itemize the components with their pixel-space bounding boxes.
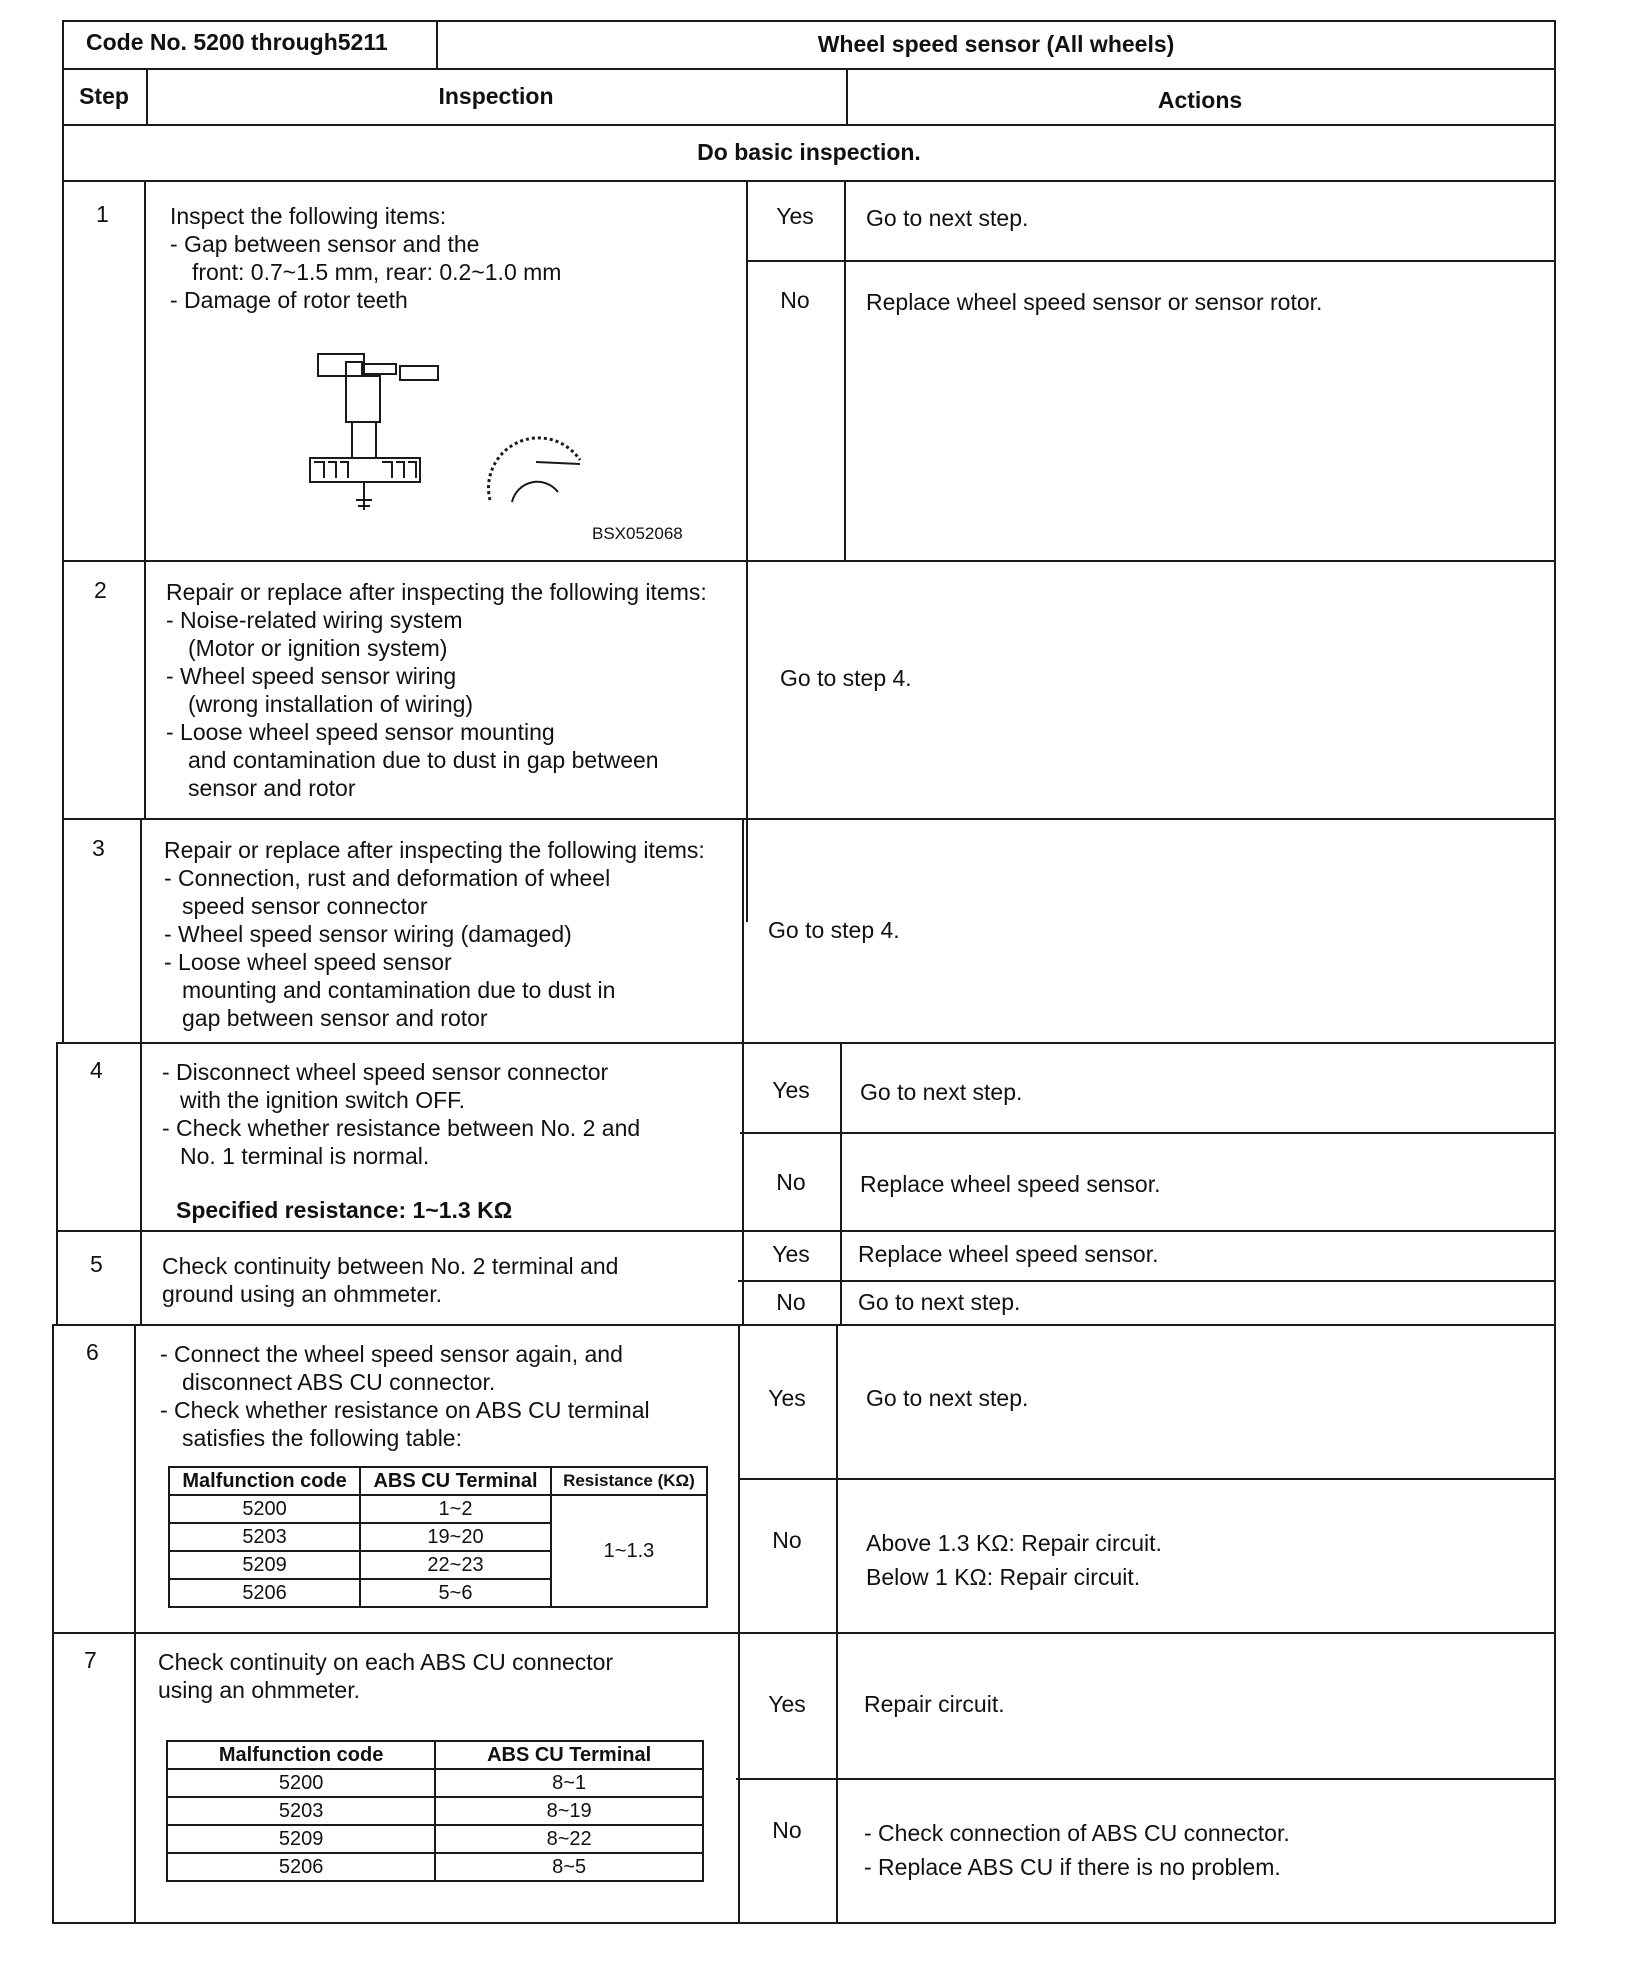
table-cell: 8~19 [435,1797,703,1825]
inspection-line: Repair or replace after inspecting the following items: [166,579,707,605]
table-row [167,1769,703,1797]
step-7-yes-action: Repair circuit. [864,1691,1005,1717]
rule [746,260,1554,262]
step-7-inspection [158,1648,613,1704]
rule [52,1922,1556,1924]
inspection-line: - Connect the wheel speed sensor again, and [160,1341,623,1367]
step-4-number: 4 [90,1057,103,1083]
step-4-yes-label: Yes [772,1077,810,1103]
step-5-yes-action: Replace wheel speed sensor. [858,1241,1159,1267]
action-line: - Replace ABS CU if there is no problem. [864,1854,1281,1880]
step-1-yes-label: Yes [776,203,814,229]
action-line: Above 1.3 KΩ: Repair circuit. [866,1530,1162,1556]
step-6-no-action [866,1526,1162,1594]
inspection-line: - Noise-related wiring system [166,607,463,633]
table-cell: 22~23 [360,1551,551,1579]
step-3-action: Go to step 4. [768,917,900,943]
table-cell: 5200 [167,1769,435,1797]
table-cell: 5203 [169,1523,360,1551]
rule [62,818,1556,820]
step-5-yes-label: Yes [772,1241,810,1267]
step-6-yes-label: Yes [768,1385,806,1411]
inspection-line: - Loose wheel speed sensor mounting [166,719,555,745]
rule [62,124,1556,126]
step-1-no-label: No [780,287,810,313]
rule [140,818,142,1324]
table-cell: 5206 [169,1579,360,1607]
inspection-line: disconnect ABS CU connector. [182,1369,496,1395]
inspection-line: using an ohmmeter. [158,1677,361,1703]
table-cell: 19~20 [360,1523,551,1551]
figure-label: BSX052068 [592,524,683,543]
rule [56,1042,1556,1044]
table-cell: 5~6 [360,1579,551,1607]
inspection-line: satisfies the following table: [182,1425,462,1451]
inspection-line: No. 1 terminal is normal. [180,1143,430,1169]
rule [738,1478,1556,1480]
table-cell: 5206 [167,1853,435,1881]
step-3-inspection [164,836,705,1032]
rule [62,560,1556,562]
inspection-line: with the ignition switch OFF. [180,1087,466,1113]
action-line: - Check connection of ABS CU connector. [864,1820,1290,1846]
inspection-line: ground using an ohmmeter. [162,1281,443,1307]
table-header: ABS CU Terminal [360,1467,551,1495]
resistance-cell: 1~1.3 [551,1495,707,1607]
step-5-no-action: Go to next step. [858,1289,1021,1315]
step-7-number: 7 [84,1647,97,1673]
table-header: Malfunction code [169,1467,360,1495]
table-cell: 8~5 [435,1853,703,1881]
step-1-no-action: Replace wheel speed sensor or sensor rotor. [866,289,1323,315]
inspection-line: (Motor or ignition system) [188,635,448,661]
inspection-line: front: 0.7~1.5 mm, rear: 0.2~1.0 mm [192,259,562,285]
step-4-inspection [162,1058,640,1170]
rule [52,1632,1556,1634]
step-5-number: 5 [90,1251,103,1277]
rule [62,20,1556,22]
rule [740,1132,1556,1134]
step-4-no-label: No [776,1169,806,1195]
inspection-column-header: Inspection [438,83,554,109]
inspection-line: - Disconnect wheel speed sensor connector [162,1059,609,1085]
inspection-line: - Connection, rust and deformation of wheel [164,865,611,891]
table-cell: 5209 [169,1551,360,1579]
table-row [169,1495,707,1523]
inspection-line: - Wheel speed sensor wiring (damaged) [164,921,572,947]
rule [844,180,846,560]
inspection-line: Inspect the following items: [170,203,447,229]
step-6-resistance-table [168,1466,708,1608]
actions-column-header: Actions [1157,87,1243,113]
step-7-no-label: No [772,1817,802,1843]
rule [738,1280,1556,1282]
table-row [167,1825,703,1853]
table-cell: 8~22 [435,1825,703,1853]
inspection-line: (wrong installation of wiring) [188,691,474,717]
step-2-action: Go to step 4. [780,665,912,691]
rule [52,1324,1556,1326]
inspection-line: Check continuity on each ABS CU connector [158,1649,614,1675]
inspection-line: mounting and contamination due to dust in [182,977,616,1003]
step-7-continuity-table [166,1740,704,1882]
step-6-inspection [160,1340,650,1452]
inspection-line: Check continuity between No. 2 terminal and [162,1253,619,1279]
step-6-yes-action: Go to next step. [866,1385,1029,1411]
inspection-line: - Loose wheel speed sensor [164,949,452,975]
inspection-line: sensor and rotor [188,775,356,801]
table-row [167,1853,703,1881]
rule [62,180,1556,182]
table-cell: 5209 [167,1825,435,1853]
rule [56,1042,58,1324]
table-cell: 5203 [167,1797,435,1825]
code-range-label: Code No. 5200 through5211 [86,29,388,55]
step-6-no-label: No [772,1527,802,1553]
step-5-inspection [162,1252,618,1308]
inspection-line: gap between sensor and rotor [182,1005,488,1031]
step-7-yes-label: Yes [768,1691,806,1717]
rule [56,1230,1556,1232]
step-column-header: Step [79,83,129,109]
inspection-line: and contamination due to dust in gap between [188,747,659,773]
inspection-line: - Gap between sensor and the [170,231,480,257]
wheel-speed-sensor-diagram-icon [300,340,600,520]
rule [62,20,64,1042]
inspection-line: - Wheel speed sensor wiring [166,663,457,689]
rule [1554,20,1556,1924]
rule [52,1324,54,1924]
step-2-inspection [166,578,707,802]
inspection-line: speed sensor connector [182,893,428,919]
table-header: ABS CU Terminal [435,1741,703,1769]
step-1-yes-action: Go to next step. [866,205,1029,231]
page-title: Wheel speed sensor (All wheels) [817,31,1175,57]
table-header: Malfunction code [167,1741,435,1769]
inspection-line: - Check whether resistance between No. 2 and [162,1115,641,1141]
rule [836,1324,838,1924]
basic-inspection-banner: Do basic inspection. [697,139,921,165]
rule [840,1042,842,1324]
step-4-yes-action: Go to next step. [860,1079,1023,1105]
table-header: Resistance (KΩ) [551,1467,707,1495]
table-cell: 5200 [169,1495,360,1523]
rule [736,1778,1556,1780]
rule [134,1324,136,1924]
action-line: Below 1 KΩ: Repair circuit. [866,1564,1141,1590]
inspection-line: Repair or replace after inspecting the following items: [164,837,705,863]
rule [62,68,1556,70]
inspection-line: - Damage of rotor teeth [170,287,408,313]
step-3-number: 3 [92,835,105,861]
table-header-row [167,1741,703,1769]
table-cell: 1~2 [360,1495,551,1523]
table-cell: 8~1 [435,1769,703,1797]
step-6-number: 6 [86,1339,99,1365]
step-2-number: 2 [94,577,107,603]
table-header-row [169,1467,707,1495]
step-4-no-action: Replace wheel speed sensor. [860,1171,1161,1197]
step-1-inspection [170,202,561,314]
rule [144,180,146,820]
table-row [167,1797,703,1825]
step-1-number: 1 [96,201,109,227]
inspection-line: - Check whether resistance on ABS CU terminal [160,1397,650,1423]
step-5-no-label: No [776,1289,806,1315]
step-4-spec: Specified resistance: 1~1.3 KΩ [176,1197,513,1223]
step-7-no-action [864,1816,1290,1884]
